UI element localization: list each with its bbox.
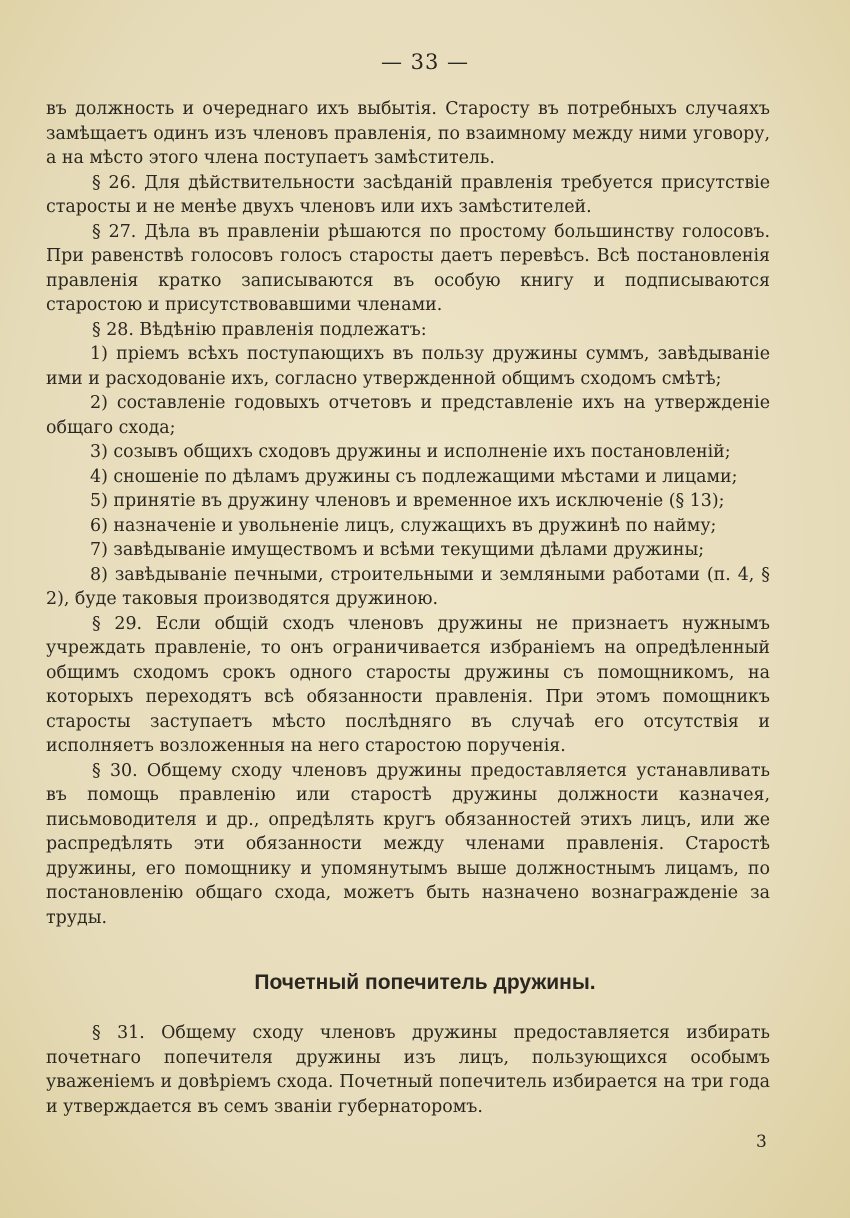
paragraph-section-30: § 30. Общему сходу членовъ дружины предоставляется устанавливать въ помощь правленію или старостѣ дружины должности казначея, письмоводителя и др., опредѣлять кругъ обязанностей этихъ лицъ, или же распредѣлять эти обязанности между членами правленія. Старостѣ дружины, его помощнику и упомянутымъ выше должностнымъ лицамъ, по постановленію общаго схода, можетъ быть назначено вознагражденіе за труды. [46, 760, 770, 928]
section-text [46, 1021, 770, 1119]
paragraph-continuation: въ должность и очереднаго ихъ выбытія. Старосту въ потребныхъ случаяхъ замѣщаетъ одинъ изъ членовъ правленія, по взаимному между ними уговору, а на мѣсто этого члена поступаетъ замѣститель. [46, 99, 770, 168]
page-number: — 33 — [380, 50, 470, 74]
main-text [46, 97, 770, 930]
paragraph-section-31: § 31. Общему сходу членовъ дружины предоставляется избирать почетнаго попечителя дружины изъ лицъ, пользующихся особымъ уваженіемъ и довѣріемъ схода. Почетный попечитель избирается на три года и утверждается въ семъ званіи губернаторомъ. [46, 1023, 770, 1117]
list-item: 4) сношеніе по дѣламъ дружины съ подлежащими мѣстами и лицами; [90, 466, 738, 487]
list-item: 3) созывъ общихъ сходовъ дружины и исполненіе ихъ постановленій; [90, 442, 731, 462]
list-item: 8) завѣдываніе печными, строительными и земляными работами (п. 4, § 2), буде таковыя производятся дружиною. [46, 564, 770, 609]
paragraph-section-26: § 26. Для дѣйствительности засѣданій правленія требуется присутствіе старосты и не менѣе двухъ членовъ или ихъ замѣстителей. [46, 172, 770, 217]
paragraph-section-28: § 28. Вѣдѣнію правленія подлежатъ: [92, 319, 427, 340]
signature-mark: 3 [756, 1132, 767, 1152]
list-item: 2) составленіе годовыхъ отчетовъ и представленіе ихъ на утвержденіе общаго схода; [46, 393, 770, 438]
list-item: 7) завѣдываніе имуществомъ и всѣми текущими дѣлами дружины; [90, 540, 705, 560]
list-item: 6) назначеніе и увольненіе лицъ, служащихъ въ дружинѣ по найму; [90, 515, 717, 536]
section-heading: Почетный попечитель дружины. [254, 971, 596, 994]
paragraph-section-27: § 27. Дѣла въ правленіи рѣшаются по простому большинству голосовъ. При равенствѣ голосовъ голосъ старосты даетъ перевѣсъ. Всѣ постановленія правленія кратко записываются въ особую книгу и подписываются старостою и присутствовавшими членами. [46, 221, 770, 315]
list-item: 5) принятіе въ дружину членовъ и временное ихъ исключеніе (§ 13); [90, 491, 725, 511]
list-item: 1) пріемъ всѣхъ поступающихъ въ пользу дружины суммъ, завѣдываніе ими и расходованіе ихъ, согласно утвержденной общимъ сходомъ смѣтѣ; [46, 344, 770, 389]
paragraph-section-29: § 29. Если общій сходъ членовъ дружины не признаетъ нужнымъ учреждать правленіе, то онъ ограничивается избраніемъ на опредѣленный общимъ сходомъ срокъ одного старосты дружины съ помощникомъ, на которыхъ переходятъ всѣ обязанности правленія. При этомъ помощникъ старосты заступаетъ мѣсто послѣдняго въ случаѣ его отсутствія и исполняетъ возложенныя на него старостою порученія. [46, 613, 770, 756]
